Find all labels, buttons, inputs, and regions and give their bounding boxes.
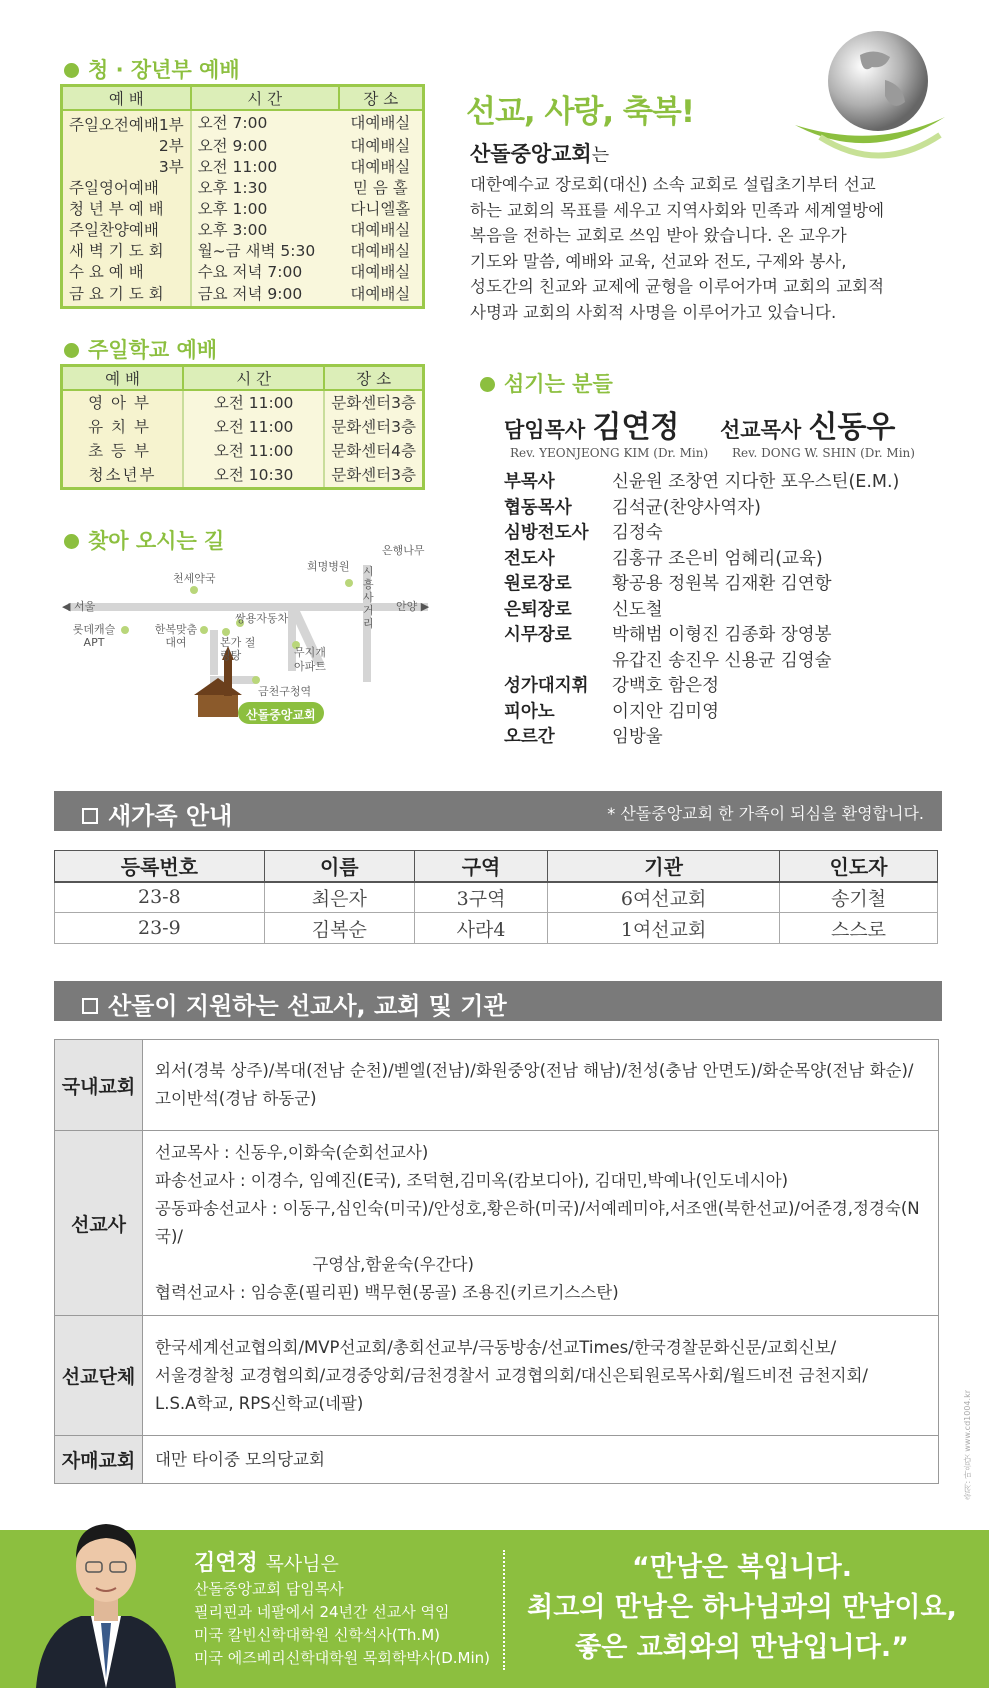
table-row: 주일오전예배1부 오전 7:00 대예배실 bbox=[62, 110, 424, 136]
church-intro-heading: 산돌중앙교회는 bbox=[470, 142, 610, 166]
table-row: 유치부 오전 11:00 문화센터3층 bbox=[62, 415, 424, 439]
map-label-siheung: 시흥사거리 bbox=[363, 565, 374, 630]
staff-row: 유갑진 송진우 신용균 김영술 bbox=[612, 650, 832, 671]
senior-pastor: 담임목사 김연정 bbox=[504, 410, 680, 445]
staff-row: 오르간 임방울 bbox=[504, 727, 663, 747]
missions-table bbox=[54, 1039, 939, 1484]
table-row: 수 요 예 배 수요 저녁 7:00 대예배실 bbox=[62, 262, 424, 283]
map-label-ssangyong: 쌍용자동차 bbox=[235, 612, 289, 625]
table-row: 3부 오전 11:00 대예배실 bbox=[62, 157, 424, 178]
table-row: 청소년부 오전 10:30 문화센터3층 bbox=[62, 463, 424, 489]
map-label-anyang: 안양 ▶ bbox=[396, 600, 430, 613]
table-row: 23-8 최은자 3구역 6여선교회 송기철 bbox=[55, 882, 938, 913]
staff-row: 부목사 신윤원 조창연 지다한 포우스틴(E.M.) bbox=[504, 472, 900, 492]
staff-row: 시무장로 박해범 이형진 김종화 장영봉 bbox=[504, 625, 832, 645]
church-intro-text: 대한예수교 장로회(대신) 소속 교회로 설립초기부터 선교 하는 교회의 목표를 세우고 지역사회와 민족과 세계열방에 복음을 전하는 교회로 쓰임 받아 왔습니다. 온 교우가 기도와 말씀, 예배와 교육, 선교와 전도, 구제와 봉사, 성도간의 친교와 교제에 균형을 이루어가며 교회의 교회적 사명과 교회의 사회적 사명을 이루어가고 있습니다. bbox=[470, 175, 885, 322]
senior-pastor-en: Rev. YEONJEONG KIM (Dr. Min) bbox=[510, 446, 709, 460]
map-label-office: 금천구청역 bbox=[258, 685, 312, 698]
staff-row: 성가대지휘 강백호 함은정 bbox=[504, 676, 719, 696]
staff-row: 심방전도사 김정숙 bbox=[504, 523, 663, 543]
globe-icon bbox=[790, 25, 950, 165]
staff-row: 피아노 이지안 김미영 bbox=[504, 701, 719, 722]
map-label-bonga: 본가 절링탕 bbox=[220, 636, 256, 662]
table-row: 주일영어예배 오후 1:30 믿 음 홀 bbox=[62, 178, 424, 199]
footer-banner bbox=[0, 1530, 989, 1688]
footer-quote: “만남은 복입니다. 최고의 만남은 하나님과의 만남이요, 좋은 교회와의 만남입니다.” bbox=[527, 1552, 957, 1663]
staff-row: 은퇴장로 신도철 bbox=[504, 599, 663, 620]
table-row: 초등부 오전 11:00 문화센터4층 bbox=[62, 439, 424, 463]
table-row: 금 요 기 도 회 금요 저녁 9:00 대예배실 bbox=[62, 283, 424, 307]
pastor-portrait-icon bbox=[36, 1508, 176, 1688]
map-label-mujigae: 무지개 아파트 bbox=[294, 646, 326, 673]
table-header: 예 배 시 간 장 소 bbox=[62, 366, 424, 391]
staff-row: 원로장로 황공용 정원복 김재환 김연항 bbox=[504, 574, 832, 594]
checkbox-square-icon bbox=[82, 808, 98, 824]
table-row: 선교단체 한국세계선교협의회/MVP선교회/총회선교부/극동방송/선교Times/한국경찰문화신문/교회신보/ 서울경찰청 교경협의회/교경중앙회/금천경찰서 교경협의회/대신은퇴원로목사회/월드비전 금천지회/ L.S.A학교, RPS신학교(네팔) bbox=[55, 1316, 939, 1436]
source-credit: 출처: 마음닷 www.cd1004.kr bbox=[963, 1390, 972, 1500]
table-header: 예 배 시 간 장 소 bbox=[62, 86, 424, 111]
table-row: 청 년 부 예 배 오후 1:00 다니엘홀 bbox=[62, 199, 424, 220]
checkbox-square-icon bbox=[82, 998, 98, 1014]
table-row: 영아부 오전 11:00 문화센터3층 bbox=[62, 390, 424, 415]
slogan: 선교, 사랑, 축복! bbox=[466, 94, 694, 130]
footer-divider bbox=[503, 1550, 505, 1670]
footer-pastor-cv: 산돌중앙교회 담임목사 필리핀과 네팔에서 24년간 선교사 역임 미국 칼빈신학대학원 신학석사(Th.M) 미국 에즈베리신학대학원 목회학박사(D.Min) bbox=[194, 1580, 491, 1667]
table-row: 국내교회 외서(경북 상주)/복대(전남 순천)/벧엘(전남)/화원중앙(전남 해남)/천성(충남 안면도)/화순목양(전남 화순)/ 고이반석(경남 하동군) bbox=[55, 1040, 939, 1131]
mission-pastor-en: Rev. DONG W. SHIN (Dr. Min) bbox=[732, 446, 915, 460]
table-row: 주일찬양예배 오후 3:00 대예배실 bbox=[62, 220, 424, 241]
table-row: 새 벽 기 도 회 월~금 새벽 5:30 대예배실 bbox=[62, 241, 424, 262]
map-label-cheonse: 천세약국 bbox=[173, 572, 216, 585]
new-family-table bbox=[54, 850, 938, 944]
table-row: 2부 오전 9:00 대예배실 bbox=[62, 136, 424, 157]
pastor-photo bbox=[36, 1508, 176, 1688]
bullet-icon bbox=[480, 377, 495, 392]
bullet-icon bbox=[64, 63, 79, 78]
globe-logo bbox=[790, 25, 950, 165]
directions-map bbox=[60, 540, 440, 735]
staff-list bbox=[504, 470, 944, 751]
table-row: 23-9 김복순 사라4 1여선교회 스스로 bbox=[55, 913, 938, 944]
worship-table bbox=[60, 84, 425, 309]
directions-section-title: 찾아 오시는 길 bbox=[64, 525, 224, 555]
new-family-bar: 새가족 안내 * 산돌중앙교회 한 가족이 되심을 환영합니다. bbox=[54, 791, 942, 831]
map-label-seoul: ◀ 서울 bbox=[62, 600, 96, 613]
staff-row: 전도사 김홍규 조은비 엄혜리(교육) bbox=[504, 548, 823, 569]
bullet-icon bbox=[64, 343, 79, 358]
sunday-school-section-title: 주일학교 예배 bbox=[64, 334, 217, 364]
mission-pastor: 선교목사 신동우 bbox=[720, 410, 896, 445]
map-label-hanbok: 한복맞춤 대여 bbox=[154, 623, 198, 649]
footer-pastor-name: 김연정 목사님은 bbox=[194, 1551, 339, 1576]
map-label-church: 산돌중앙교회 bbox=[246, 708, 316, 722]
map-label-lotte: 롯데캐슬 APT bbox=[72, 623, 116, 649]
table-header: 등록번호 이름 구역 기관 인도자 bbox=[55, 851, 938, 882]
missions-bar: 산돌이 지원하는 선교사, 교회 및 기관 bbox=[54, 981, 942, 1021]
sunday-school-table bbox=[60, 364, 425, 490]
worship-section-title: 청 · 장년부 예배 bbox=[64, 54, 240, 84]
servants-section-title: 섬기는 분들 bbox=[480, 368, 613, 398]
map-label-bank: 은행나무 bbox=[382, 544, 425, 557]
staff-row: 협동목사 김석균(찬양사역자) bbox=[504, 497, 761, 518]
map-label-huimyeong: 희명병원 bbox=[307, 560, 350, 573]
table-row: 선교사 선교목사 : 신동우,이화숙(순회선교사) 파송선교사 : 이경수, 임예진(E국), 조덕현,김미옥(캄보디아), 김대민,박예나(인도네시아) 공동파송선교사 : 이동구,심인숙(미국)/안성호,황은하(미국)/서예레미야,서조앤(북한선교)/어준경,정경숙(N국)/ 구영삼,함윤숙(우간다) 협력선교사 : 임승훈(필리핀) 백무현(몽골) 조용진(키르기스스탄) bbox=[55, 1131, 939, 1316]
table-row: 자매교회 대만 타이중 모의당교회 bbox=[55, 1436, 939, 1484]
